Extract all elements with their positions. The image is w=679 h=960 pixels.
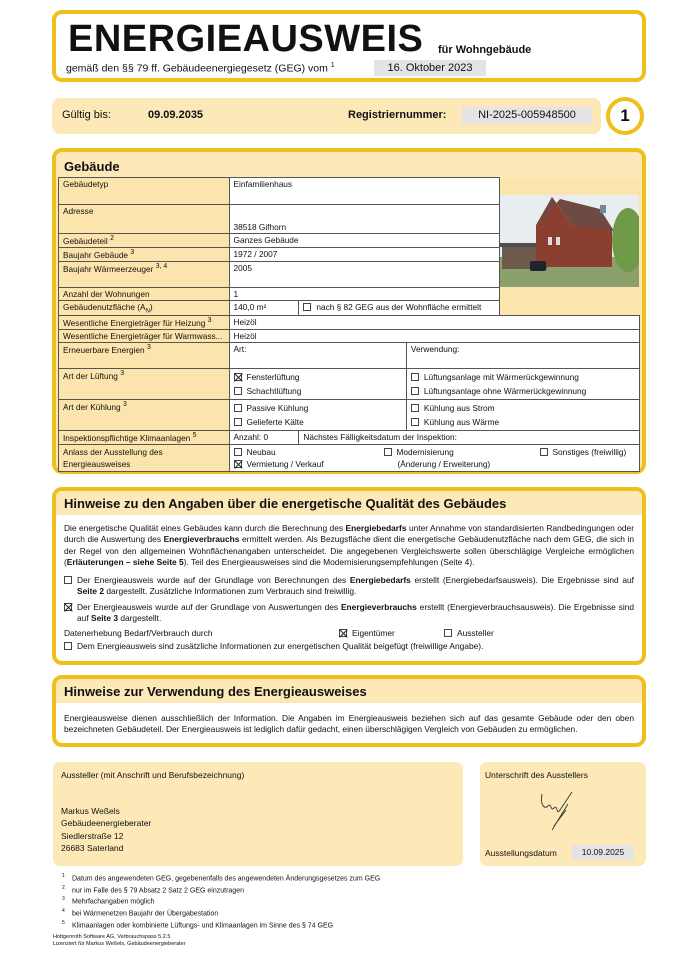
option-label: Gelieferte Kälte xyxy=(246,416,304,427)
footnote-ref: 5 xyxy=(192,431,197,439)
document-subtitle: für Wohngebäude xyxy=(438,44,532,56)
label-units: Anzahl der Wohnungen xyxy=(59,287,230,300)
text: erstellt (Energieverbrauchsausweis). Die Ergebnisse sind auf xyxy=(77,602,634,624)
text: dargestellt. Zusätzliche Informationen zum Verbrauch sind freiwillig. xyxy=(104,586,357,597)
text: Der Energieausweis wurde auf der Grundlage von Berechnungen des xyxy=(77,575,350,585)
label-end: ) xyxy=(149,301,153,312)
page-number: 1 xyxy=(606,97,644,135)
section-title: Hinweise zu den Angaben über die energetische Qualität des Gebäudes xyxy=(64,496,507,511)
checkbox[interactable] xyxy=(64,576,72,584)
option-3[interactable] xyxy=(411,384,635,398)
label-vent xyxy=(59,368,230,399)
option-neubau[interactable] xyxy=(234,446,276,458)
quality-notes-section xyxy=(52,487,646,665)
building-photo xyxy=(500,195,639,287)
section-title: Gebäude xyxy=(64,159,120,174)
signature-box xyxy=(480,762,646,866)
vent-options-left xyxy=(229,368,406,399)
checkbox-checked[interactable] xyxy=(64,603,72,611)
option-label: Sonstiges (freiwillig) xyxy=(552,446,627,457)
building-table xyxy=(58,177,640,472)
area-option[interactable] xyxy=(299,300,500,316)
footnote-text: Datum des angewendeten GEG, gegebenenfalls des angewendeten Änderungsgesetzes zum GEG xyxy=(72,875,381,883)
text: ). Teil des Energieausweises sind die Modernisierungsempfehlungen (Seite 4). xyxy=(183,556,475,567)
option-issuer[interactable] xyxy=(444,628,494,639)
option-label: Neubau xyxy=(246,446,276,457)
option-label: Passive Kühlung xyxy=(246,402,309,413)
issuer-address xyxy=(61,805,151,854)
data-collection-row xyxy=(64,628,634,639)
label-water: Wesentliche Energieträger für Warmwass... xyxy=(59,329,230,342)
signature-label: Unterschrift des Ausstellers xyxy=(485,770,588,780)
bold: Erläuterungen – siehe Seite 5 xyxy=(66,556,184,567)
footnote xyxy=(62,884,380,896)
footnote-text: Klimaanlagen oder kombinierte Lüftungs- und Klimaanlagen im Sinne des § 74 GEG xyxy=(72,921,334,929)
validity-bar xyxy=(52,98,601,134)
option-3[interactable] xyxy=(411,415,635,429)
label-text: Gebäudenutzfläche (A xyxy=(63,301,146,312)
option-1[interactable] xyxy=(411,401,635,415)
checkbox[interactable] xyxy=(234,448,242,456)
vent-options-right xyxy=(406,368,639,399)
checkbox[interactable] xyxy=(384,448,392,456)
registration-number: NI-2025-005948500 xyxy=(462,107,592,124)
checkbox[interactable] xyxy=(234,418,242,426)
footnote-text: bei Wärmenetzen Baujahr der Übergabestation xyxy=(72,910,219,918)
subscript: N xyxy=(145,308,150,315)
option-2[interactable] xyxy=(234,384,402,398)
bold: Energiebedarfs xyxy=(349,575,411,585)
label-year xyxy=(59,247,230,261)
checkbox[interactable] xyxy=(234,387,242,395)
text: erstellt (Energiebedarfsausweis). Die Ergebnisse sind auf xyxy=(410,575,634,585)
checkbox[interactable] xyxy=(411,418,419,426)
footnote-text: nur im Falle des § 79 Absatz 2 Satz 2 GEG einzutragen xyxy=(72,886,244,894)
ac-count: Anzahl: 0 xyxy=(229,430,299,444)
software-line: Hottgenroth Software AG, Verbrauchspass 5.2.5 xyxy=(53,934,171,940)
label-type: Gebäudetyp xyxy=(59,178,230,205)
option-0[interactable] xyxy=(234,370,402,384)
checkbox[interactable] xyxy=(411,387,419,395)
valid-until-value: 09.09.2035 xyxy=(148,109,204,121)
value-area: 140,0 m² xyxy=(229,300,299,316)
footnote-number: 2 xyxy=(62,884,65,891)
option-label: Vermietung / Verkauf xyxy=(246,458,324,469)
footnote-number: 1 xyxy=(62,873,65,879)
option-label: Schachtlüftung xyxy=(246,385,302,396)
text: ermittelt werden. Als Bezugsfläche dient die energetische Gebäudenutzfläche nach dem GEG, die sich in der Regel von den allgemeinen Wohnflächenangaben unterscheidet. Die angegebenen Vergleichswerte sollen überschlägige Vergleiche ermöglichen ( xyxy=(64,534,635,567)
reason-options xyxy=(229,444,640,471)
label-text: Art der Kühlung xyxy=(63,401,121,412)
option-label: Aussteller xyxy=(457,628,494,638)
option-label: Kühlung aus Wärme xyxy=(423,416,500,427)
text: Der Energieausweis wurde auf der Grundlage von Auswertungen des xyxy=(77,602,341,612)
bold: Seite 2 xyxy=(77,586,105,597)
label-area xyxy=(59,300,230,316)
label-ac xyxy=(59,430,230,444)
label-text: Baujahr Wärmeerzeuger xyxy=(63,263,154,274)
renew-use: Verwendung: xyxy=(406,342,639,368)
value-heating: Heizöl xyxy=(229,316,640,330)
usage-section xyxy=(52,675,646,747)
ac-next-date: Nächstes Fälligkeitsdatum der Inspektion: xyxy=(299,430,640,444)
option-label: Modernisierung xyxy=(396,446,454,457)
legal-text: gemäß den §§ 79 ff. Gebäudeenergiegesetz (GEG) vom xyxy=(66,62,328,75)
text: Die energetische Qualität eines Gebäudes kann durch die Berechnung des xyxy=(64,523,346,533)
label-heating xyxy=(59,316,230,330)
checkbox[interactable] xyxy=(411,404,419,412)
valid-until-label: Gültig bis: xyxy=(62,109,111,121)
footnotes xyxy=(62,872,380,930)
issuer-name: Markus Weßels xyxy=(61,806,120,816)
label-line: Energieausweises xyxy=(63,458,131,469)
text: unter Annahme von standardisierten Randbedingungen oder durch die Auswertung des xyxy=(64,523,634,545)
option-label: Lüftungsanlage mit Wärmerückgewinnung xyxy=(423,371,579,382)
footnote-ref: 3 xyxy=(120,369,125,377)
registration-label: Registriernummer: xyxy=(348,109,447,121)
option-label: nach § 82 GEG aus der Wohnfläche ermittelt xyxy=(316,301,482,312)
value-part: Ganzes Gebäude xyxy=(229,234,500,248)
text: Dem Energieausweis sind zusätzliche Informationen zur energetischen Qualität beigefügt (freiwillige Angabe). xyxy=(77,641,484,651)
option-label: Eigentümer xyxy=(352,628,395,638)
value-units: 1 xyxy=(229,287,500,300)
option-label: Fensterlüftung xyxy=(246,371,300,382)
checkbox[interactable] xyxy=(64,642,72,650)
bold: Energieverbrauchs xyxy=(163,534,240,545)
bold: Seite 3 xyxy=(90,613,118,624)
intro-paragraph xyxy=(64,523,634,568)
label-renew xyxy=(59,342,230,368)
option-owner[interactable] xyxy=(339,628,395,639)
option-additional-info[interactable] xyxy=(64,641,634,652)
checkbox-checked[interactable] xyxy=(234,373,242,381)
software-credit xyxy=(53,934,186,948)
checkbox[interactable] xyxy=(444,629,452,637)
label-text: Art der Lüftung xyxy=(63,370,118,381)
license-line: Lizenziert für Markus Weßels, Gebäudeenergieberater xyxy=(53,941,186,947)
issuer-profession: Gebäudeenergieberater xyxy=(61,818,152,829)
option-sonstiges[interactable] xyxy=(540,446,627,458)
footnote-ref: 3 xyxy=(122,400,127,408)
footnote-number: 4 xyxy=(62,907,65,914)
label-line: Anlass der Ausstellung des xyxy=(63,446,163,457)
data-by-label: Datenerhebung Bedarf/Verbrauch durch xyxy=(64,628,213,638)
option-consumption[interactable] xyxy=(64,602,634,625)
value-heater-year: 2005 xyxy=(229,261,500,287)
label-text: Inspektionspflichtige Klimaanlagen xyxy=(63,432,191,443)
renew-art: Art: xyxy=(229,342,406,368)
option-1[interactable] xyxy=(411,370,635,384)
option-0[interactable] xyxy=(234,401,402,415)
cool-options-right xyxy=(406,399,639,430)
footnote-ref: 3 xyxy=(130,248,135,256)
text: dargestellt. xyxy=(118,613,162,624)
issuer-city: 26683 Saterland xyxy=(61,842,124,853)
footnote xyxy=(62,872,380,884)
modernisierung-sub: (Änderung / Erweiterung) xyxy=(397,458,491,469)
label-text: Baujahr Gebäude xyxy=(63,249,129,260)
footnote-number: 3 xyxy=(62,896,65,903)
option-vermietung[interactable] xyxy=(234,458,324,470)
bold: Energiebedarfs xyxy=(345,523,407,533)
bold: Energieverbrauchs xyxy=(340,602,417,612)
value-address: 38518 Gifhorn xyxy=(229,205,500,234)
geg-date: 16. Oktober 2023 xyxy=(374,60,486,76)
building-section xyxy=(52,148,646,474)
issuer-box xyxy=(53,762,463,866)
footnote-ref: 3 xyxy=(207,317,212,325)
document-title: ENERGIEAUSWEIS xyxy=(68,18,424,60)
label-heater-year xyxy=(59,261,230,287)
footnote-number: 5 xyxy=(62,919,65,926)
photo-cell xyxy=(500,178,640,316)
label-cool xyxy=(59,399,230,430)
label-text: Wesentliche Energieträger für Heizung xyxy=(63,317,206,328)
footnote-ref: 2 xyxy=(110,235,114,242)
value-water: Heizöl xyxy=(229,329,640,342)
checkbox[interactable] xyxy=(234,404,242,412)
option-modernisierung[interactable] xyxy=(384,446,454,458)
legal-basis xyxy=(66,62,335,75)
label-reason xyxy=(59,444,230,471)
label-text: Erneuerbare Energien xyxy=(63,344,145,355)
footnote-ref: 3 xyxy=(146,343,151,351)
footnote-ref: 3, 4 xyxy=(155,262,168,270)
usage-text: Energieausweise dienen ausschließlich der Information. Die Angaben im Energieausweis beziehen sich auf das gesamte Gebäude oder den oben bezeichneten Gebäudeteil. Der Energieausweis ist lediglich dafür gedacht, einen überschlägigen Vergleich von Gebäuden zu ermöglichen. xyxy=(64,713,634,735)
issue-date: 10.09.2025 xyxy=(572,845,634,860)
option-label: Lüftungsanlage ohne Wärmerückgewinnung xyxy=(423,385,587,396)
footnote xyxy=(62,895,380,907)
checkbox-checked[interactable] xyxy=(234,460,242,468)
issuer-label: Aussteller (mit Anschrift und Berufsbezeichnung) xyxy=(61,770,245,780)
cool-options-left xyxy=(229,399,406,430)
checkbox[interactable] xyxy=(303,303,311,311)
checkbox[interactable] xyxy=(411,373,419,381)
footnote-ref: 1 xyxy=(330,62,335,69)
header-box xyxy=(52,10,646,82)
checkbox-checked[interactable] xyxy=(339,629,347,637)
issuer-street: Siedlerstraße 12 xyxy=(61,830,124,841)
footnote xyxy=(62,907,380,919)
signature-image xyxy=(538,790,578,836)
value-year: 1972 / 2007 xyxy=(229,247,500,261)
option-label: Kühlung aus Strom xyxy=(423,402,495,413)
checkbox[interactable] xyxy=(540,448,548,456)
footnote-text: Mehrfachangaben möglich xyxy=(72,898,155,906)
label-address: Adresse xyxy=(59,205,230,234)
value-type: Einfamilienhaus xyxy=(229,178,500,205)
issue-date-label: Ausstellungsdatum xyxy=(485,848,557,858)
footnote xyxy=(62,919,380,931)
option-2[interactable] xyxy=(234,415,402,429)
label-text: Gebäudeteil xyxy=(63,235,108,246)
label-part xyxy=(59,234,230,248)
section-title: Hinweise zur Verwendung des Energieausweises xyxy=(64,684,367,699)
option-demand[interactable] xyxy=(64,575,634,598)
